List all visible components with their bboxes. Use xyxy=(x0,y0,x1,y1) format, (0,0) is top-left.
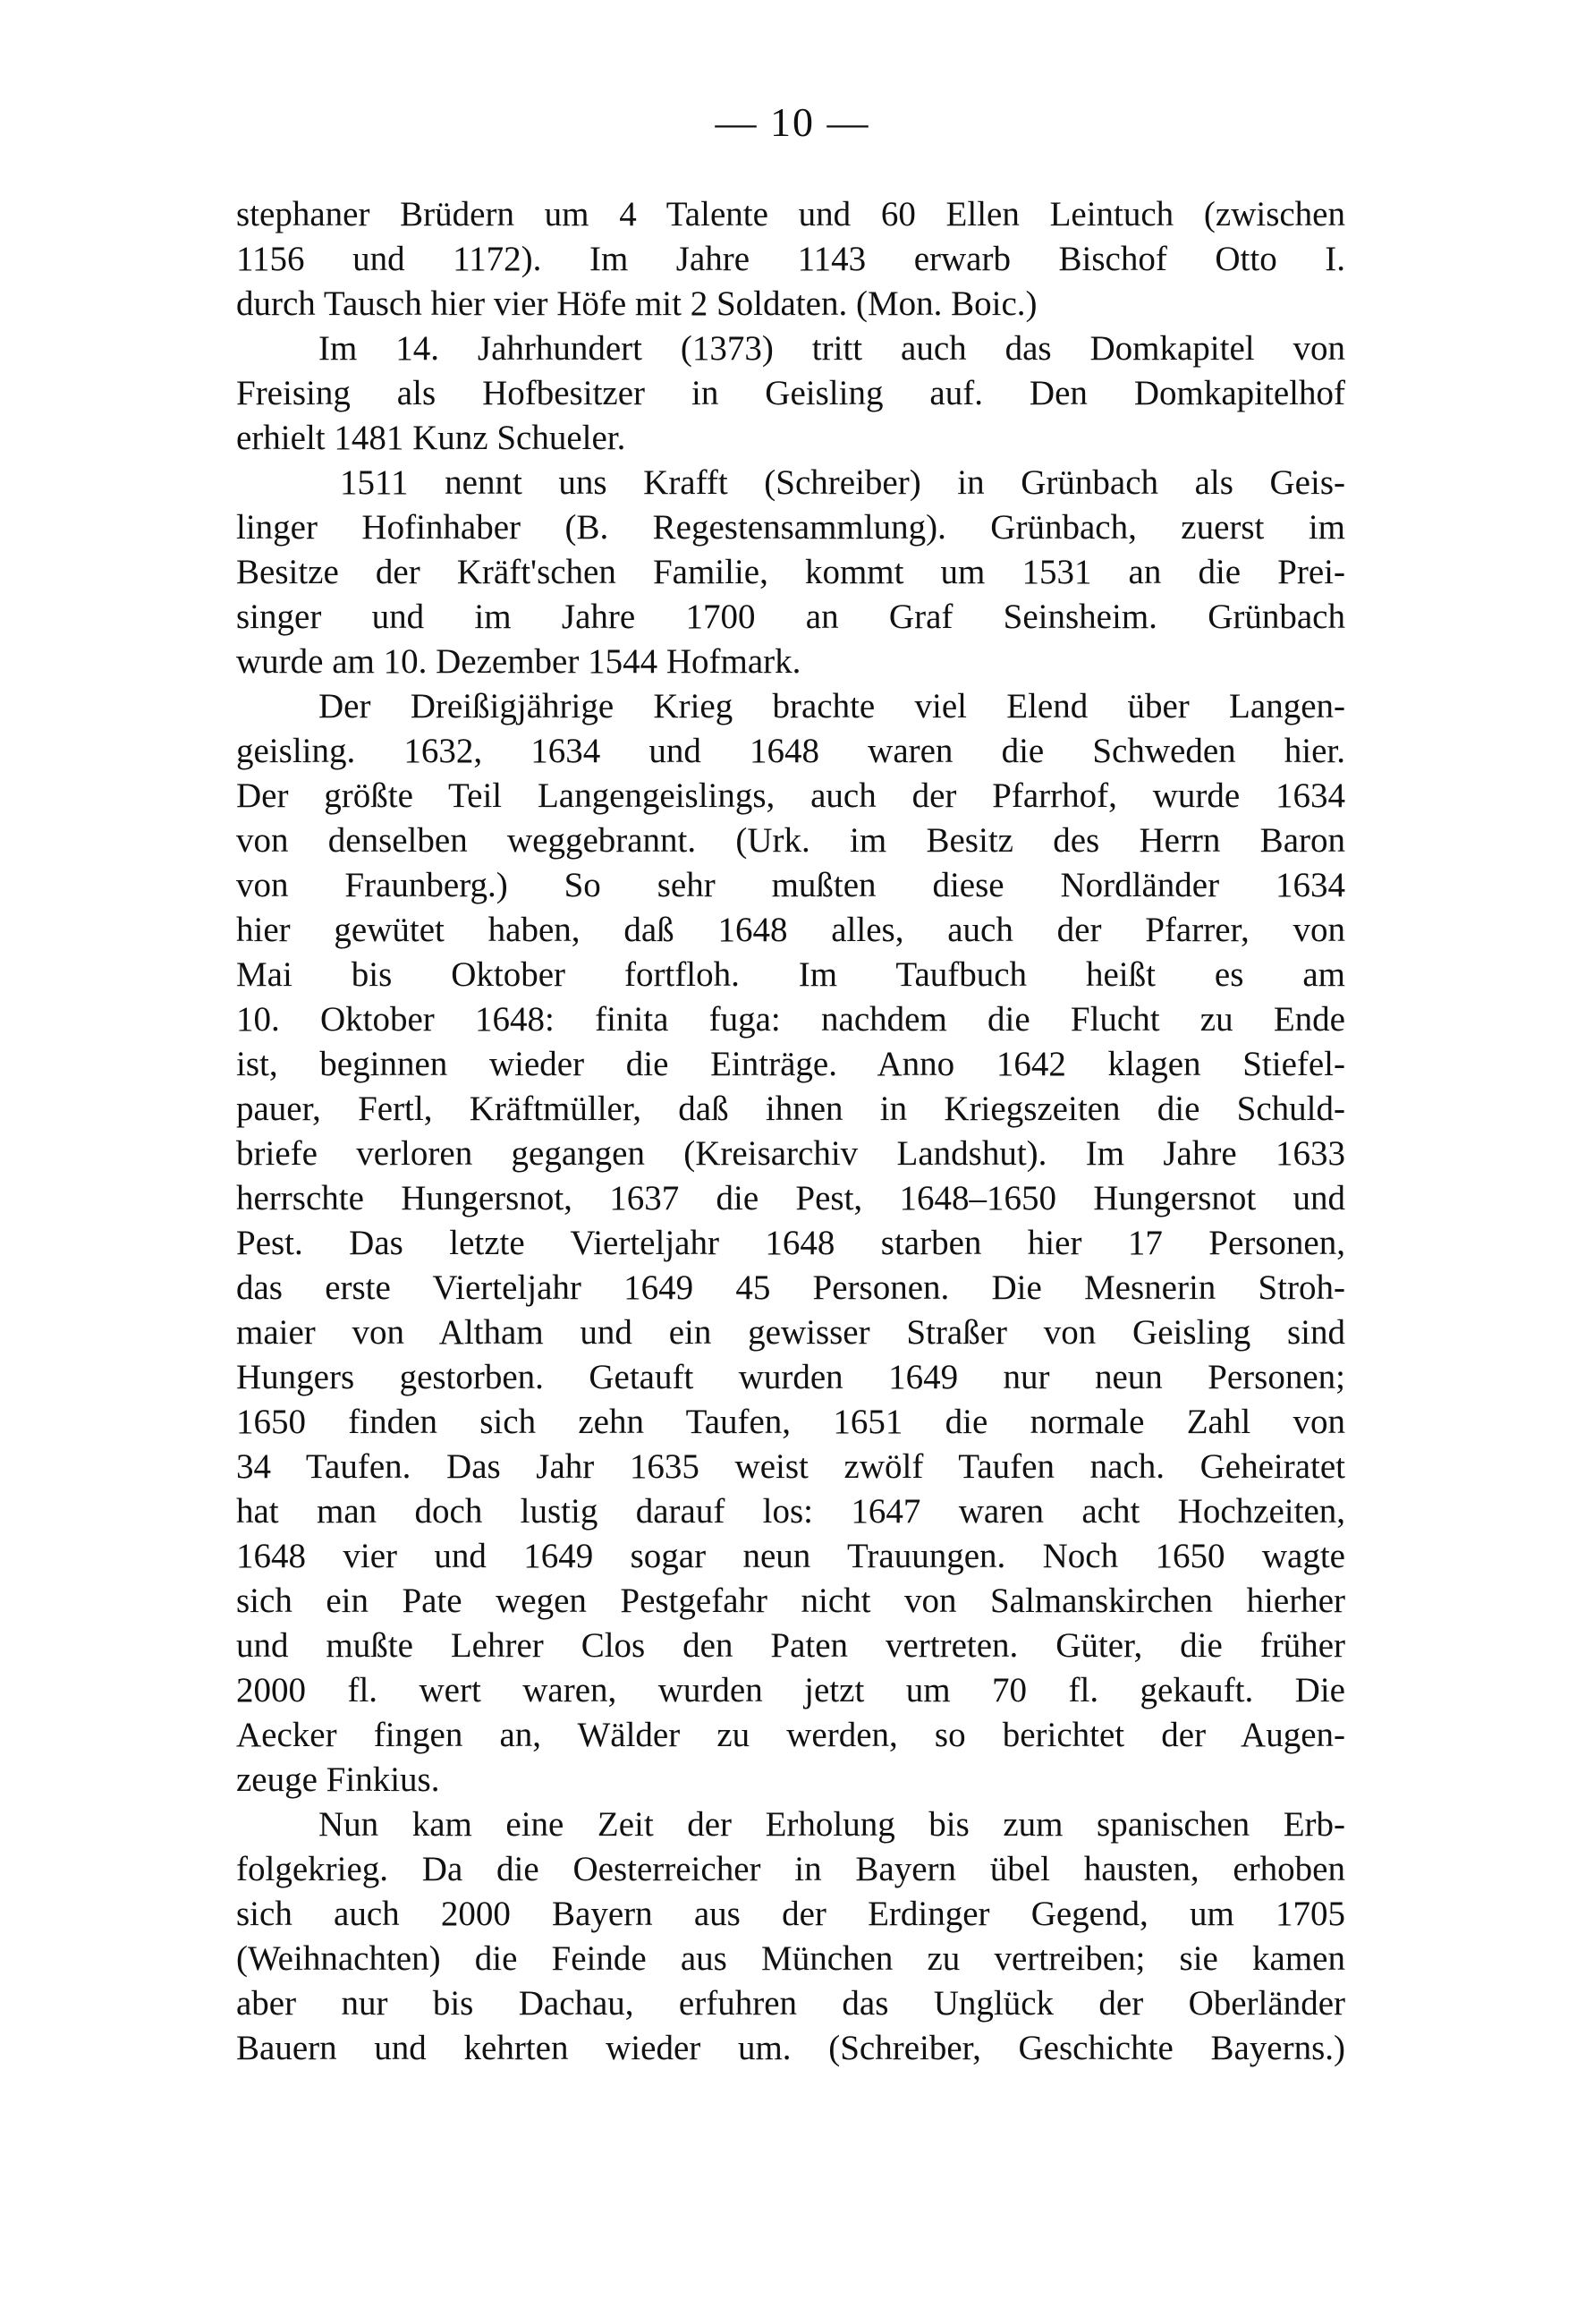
body-text xyxy=(236,192,1345,2071)
text-line: 1648 vier und 1649 sogar neun Trauungen. Noch 1650 wagte xyxy=(236,1537,1345,1575)
text-line: hat man doch lustig darauf los: 1647 waren acht Hochzeiten, xyxy=(236,1492,1345,1531)
text-line: singer und im Jahre 1700 an Graf Seinsheim. Grünbach xyxy=(236,598,1345,636)
text-line: Pest. Das letzte Vierteljahr 1648 starben hier 17 Personen, xyxy=(236,1224,1345,1262)
text-line: aber nur bis Dachau, erfuhren das Unglück der Oberländer xyxy=(236,1984,1345,2023)
text-line: und mußte Lehrer Clos den Paten vertreten. Güter, die früher xyxy=(236,1626,1345,1665)
text-line: Aecker fingen an, Wälder zu werden, so berichtet der Augen- xyxy=(236,1716,1345,1754)
text-line: briefe verloren gegangen (Kreisarchiv Landshut). Im Jahre 1633 xyxy=(236,1134,1345,1173)
text-line: ist, beginnen wieder die Einträge. Anno 1642 klagen Stiefel- xyxy=(236,1045,1345,1083)
text-line: von denselben weggebrannt. (Urk. im Besitz des Herrn Baron xyxy=(236,821,1345,860)
text-line: folgekrieg. Da die Oesterreicher in Bayern übel hausten, erhoben xyxy=(236,1850,1345,1888)
text-line: stephaner Brüdern um 4 Talente und 60 Ellen Leintuch (zwischen xyxy=(236,195,1345,233)
text-line: Freising als Hofbesitzer in Geisling auf. Den Domkapitelhof xyxy=(236,374,1345,412)
text-line: durch Tausch hier vier Höfe mit 2 Soldaten. (Mon. Boic.) xyxy=(236,284,1038,323)
text-line: 1511 nennt uns Krafft (Schreiber) in Grünbach als Geis- xyxy=(340,463,1345,502)
text-line: 34 Taufen. Das Jahr 1635 weist zwölf Taufen nach. Geheiratet xyxy=(236,1447,1345,1486)
text-line: 2000 fl. wert waren, wurden jetzt um 70 fl. gekauft. Die xyxy=(236,1671,1345,1709)
text-line: Der Dreißigjährige Krieg brachte viel Elend über Langen- xyxy=(318,687,1345,725)
text-line: Bauern und kehrten wieder um. (Schreiber, Geschichte Bayerns.) xyxy=(236,2029,1345,2067)
text-line: 1650 finden sich zehn Taufen, 1651 die normale Zahl von xyxy=(236,1403,1345,1441)
text-line: (Weihnachten) die Feinde aus München zu vertreiben; sie kamen xyxy=(236,1939,1345,1978)
text-line: maier von Altham und ein gewisser Straßer von Geisling sind xyxy=(236,1313,1345,1352)
text-line: herrschte Hungersnot, 1637 die Pest, 1648–1650 Hungersnot und xyxy=(236,1179,1345,1217)
text-line: Nun kam eine Zeit der Erholung bis zum spanischen Erb- xyxy=(318,1805,1345,1844)
text-line: 10. Oktober 1648: finita fuga: nachdem die Flucht zu Ende xyxy=(236,1000,1345,1039)
text-line: 1156 und 1172). Im Jahre 1143 erwarb Bischof Otto I. xyxy=(236,240,1345,278)
text-line: Mai bis Oktober fortfloh. Im Taufbuch heißt es am xyxy=(236,955,1345,994)
text-line: wurde am 10. Dezember 1544 Hofmark. xyxy=(236,642,801,681)
text-line: hier gewütet haben, daß 1648 alles, auch der Pfarrer, von xyxy=(236,911,1345,949)
text-line: linger Hofinhaber (B. Regestensammlung). Grünbach, zuerst im xyxy=(236,508,1345,547)
text-line: erhielt 1481 Kunz Schueler. xyxy=(236,419,626,457)
text-line: sich ein Pate wegen Pestgefahr nicht von Salmanskirchen hierher xyxy=(236,1582,1345,1620)
text-line: pauer, Fertl, Kräftmüller, daß ihnen in Kriegszeiten die Schuld- xyxy=(236,1090,1345,1128)
text-line: geisling. 1632, 1634 und 1648 waren die Schweden hier. xyxy=(236,732,1345,770)
text-line: zeuge Finkius. xyxy=(236,1760,440,1799)
text-line: von Fraunberg.) So sehr mußten diese Nordländer 1634 xyxy=(236,866,1345,904)
text-line: Der größte Teil Langengeislings, auch der Pfarrhof, wurde 1634 xyxy=(236,776,1345,815)
text-line: sich auch 2000 Bayern aus der Erdinger Gegend, um 1705 xyxy=(236,1895,1345,1933)
text-line: das erste Vierteljahr 1649 45 Personen. Die Mesnerin Stroh- xyxy=(236,1268,1345,1307)
text-line: Besitze der Kräft'schen Familie, kommt um 1531 an die Prei- xyxy=(236,553,1345,591)
text-line: Hungers gestorben. Getauft wurden 1649 nur neun Personen; xyxy=(236,1358,1345,1396)
text-line: Im 14. Jahrhundert (1373) tritt auch das Domkapitel von xyxy=(318,329,1345,368)
page-number: — 10 — xyxy=(715,99,870,145)
